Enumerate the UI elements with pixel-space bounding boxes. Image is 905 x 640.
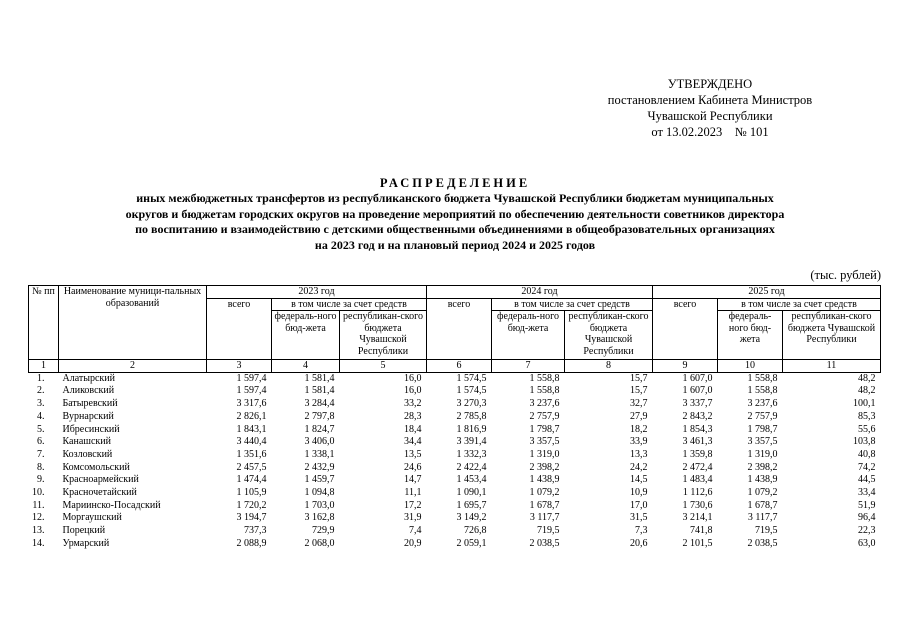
amount-cell: 14,5	[630, 474, 648, 486]
amount-cell: 11,1	[404, 486, 422, 498]
amount-cell: 2 785,8	[456, 410, 487, 422]
amount-cell: 13,3	[630, 448, 648, 460]
approval-republic: Чувашской Республики	[647, 109, 773, 123]
amount-cell: 103,8	[853, 436, 876, 448]
amount-cell: 1 112,6	[682, 486, 713, 498]
amount-cell: 2 422,4	[456, 461, 487, 473]
amount-cell: 2 843,2	[682, 410, 713, 422]
header-federal: федераль-ного бюд-жета	[718, 311, 783, 360]
column-number: 1	[29, 360, 59, 373]
subtitle-line: на 2023 год и на плановый период 2024 и 2025 годов	[314, 237, 596, 252]
municipality-name: Красноармейский	[62, 474, 139, 486]
amount-cell: 1 703,0	[304, 499, 335, 511]
amount-cell: 51,9	[858, 499, 876, 511]
amount-cell: 3 117,7	[747, 512, 778, 524]
amount-cell: 1 359,8	[682, 448, 713, 460]
table-row	[29, 385, 881, 398]
row-number: 7.	[37, 448, 45, 460]
amount-cell: 3 337,7	[682, 398, 713, 410]
amount-cell: 31,5	[630, 512, 648, 524]
amount-cell: 1 798,7	[747, 423, 778, 435]
municipality-name: Козловский	[62, 448, 113, 460]
amount-cell: 3 357,5	[529, 436, 560, 448]
subtitle-line: округов и бюджетам городских округов на проведение мероприятий по обеспечению деятельности советников директора	[125, 206, 785, 221]
amount-cell: 14,7	[404, 474, 422, 486]
amount-cell: 1 319,0	[529, 448, 560, 460]
amount-cell: 17,0	[630, 499, 648, 511]
row-number: 8.	[37, 461, 45, 473]
amount-cell: 1 453,4	[456, 474, 487, 486]
column-number: 7	[492, 360, 565, 373]
units-label: (тыс. рублей)	[810, 268, 881, 282]
municipality-name: Канашский	[62, 436, 111, 448]
table-row	[29, 449, 881, 462]
approval-decree: постановлением Кабинета Министров	[607, 93, 813, 107]
municipality-name: Аликовский	[62, 385, 115, 397]
row-number: 12.	[32, 512, 45, 524]
table-row	[29, 474, 881, 487]
document-title: РАСПРЕДЕЛЕНИЕ	[379, 176, 531, 190]
amount-cell: 3 440,4	[236, 436, 267, 448]
amount-cell: 2 457,5	[236, 461, 267, 473]
amount-cell: 44,5	[858, 474, 876, 486]
amount-cell: 1 438,9	[529, 474, 560, 486]
amount-cell: 3 214,1	[682, 512, 713, 524]
amount-cell: 729,9	[312, 525, 335, 537]
amount-cell: 1 459,7	[304, 474, 335, 486]
amount-cell: 2 101,5	[682, 537, 713, 549]
amount-cell: 1 597,4	[236, 385, 267, 397]
amount-cell: 22,3	[858, 525, 876, 537]
amount-cell: 16,0	[404, 385, 422, 397]
amount-cell: 100,1	[853, 398, 876, 410]
amount-cell: 741,8	[690, 525, 713, 537]
amount-cell: 1 351,6	[236, 448, 267, 460]
amount-cell: 27,9	[630, 410, 648, 422]
amount-cell: 3 406,0	[304, 436, 335, 448]
column-number: 2	[59, 360, 207, 373]
municipality-name: Мариинско-Посадский	[62, 499, 161, 511]
amount-cell: 2 757,9	[747, 410, 778, 422]
amount-cell: 17,2	[404, 499, 422, 511]
amount-cell: 1 079,2	[529, 486, 560, 498]
municipality-name: Красночетайский	[62, 486, 137, 498]
column-number: 9	[653, 360, 718, 373]
amount-cell: 33,9	[630, 436, 648, 448]
amount-cell: 1 581,4	[304, 372, 335, 384]
column-number: 10	[718, 360, 783, 373]
row-number: 14.	[32, 537, 45, 549]
amount-cell: 7,3	[635, 525, 648, 537]
municipality-name: Батыревский	[62, 398, 118, 410]
header-total: всего	[427, 298, 492, 360]
table-row	[29, 424, 881, 437]
amount-cell: 7,4	[409, 525, 422, 537]
amount-cell: 3 162,8	[304, 512, 335, 524]
amount-cell: 33,4	[858, 486, 876, 498]
column-number: 4	[272, 360, 340, 373]
approval-heading: УТВЕРЖДЕНО	[667, 77, 753, 91]
amount-cell: 1 730,6	[682, 499, 713, 511]
approval-date-number: от 13.02.2023 № 101	[651, 125, 769, 139]
table-row	[29, 487, 881, 500]
amount-cell: 1 090,1	[456, 486, 487, 498]
municipality-name: Порецкий	[62, 525, 106, 537]
amount-cell: 28,3	[404, 410, 422, 422]
municipality-name: Моргаушский	[62, 512, 122, 524]
amount-cell: 2 068,0	[304, 537, 335, 549]
amount-cell: 13,5	[404, 448, 422, 460]
amount-cell: 737,3	[244, 525, 267, 537]
row-number: 10.	[32, 486, 45, 498]
table-row	[29, 398, 881, 411]
header-total: всего	[207, 298, 272, 360]
amount-cell: 1 574,5	[456, 372, 487, 384]
row-number: 6.	[37, 436, 45, 448]
amount-cell: 40,8	[858, 448, 876, 460]
amount-cell: 1 079,2	[747, 486, 778, 498]
header-total: всего	[653, 298, 718, 360]
amount-cell: 1 816,9	[456, 423, 487, 435]
municipality-name: Ибресинский	[62, 423, 120, 435]
amount-cell: 1 854,3	[682, 423, 713, 435]
amount-cell: 1 678,7	[747, 499, 778, 511]
amount-cell: 1 843,1	[236, 423, 267, 435]
header-federal: федераль-ного бюд-жета	[272, 311, 340, 360]
amount-cell: 1 607,0	[682, 372, 713, 384]
amount-cell: 719,5	[755, 525, 778, 537]
header-including: в том числе за счет средств	[272, 298, 427, 311]
header-including: в том числе за счет средств	[492, 298, 653, 311]
table-row	[29, 525, 881, 538]
amount-cell: 3 117,7	[529, 512, 560, 524]
header-republic: республикан-ского бюджета Чувашской Республики	[340, 311, 427, 360]
amount-cell: 20,9	[404, 537, 422, 549]
amount-cell: 24,2	[630, 461, 648, 473]
amount-cell: 48,2	[858, 385, 876, 397]
amount-cell: 32,7	[630, 398, 648, 410]
amount-cell: 1 607,0	[682, 385, 713, 397]
amount-cell: 18,2	[630, 423, 648, 435]
amount-cell: 1 581,4	[304, 385, 335, 397]
row-number: 13.	[32, 525, 45, 537]
amount-cell: 3 284,4	[304, 398, 335, 410]
row-number: 5.	[37, 423, 45, 435]
header-row-years	[29, 286, 881, 299]
amount-cell: 33,2	[404, 398, 422, 410]
header-year-2023: 2023 год	[207, 286, 427, 299]
amount-cell: 2 398,2	[747, 461, 778, 473]
subtitle-line: иных межбюджетных трансфертов из республиканского бюджета Чувашской Республики бюджетам муниципальных	[136, 191, 774, 205]
row-number: 4.	[37, 410, 45, 422]
amount-cell: 1 798,7	[529, 423, 560, 435]
amount-cell: 1 558,8	[747, 385, 778, 397]
table-row	[29, 462, 881, 475]
amount-cell: 3 357,5	[747, 436, 778, 448]
row-number: 3.	[37, 398, 45, 410]
header-year-2024: 2024 год	[427, 286, 653, 299]
amount-cell: 1 558,8	[529, 385, 560, 397]
amount-cell: 15,7	[630, 372, 648, 384]
distribution-table	[28, 285, 881, 550]
amount-cell: 1 720,2	[236, 499, 267, 511]
municipality-name: Вурнарский	[62, 410, 114, 422]
row-number: 1.	[37, 372, 45, 384]
amount-cell: 1 474,4	[236, 474, 267, 486]
amount-cell: 2 038,5	[747, 537, 778, 549]
amount-cell: 3 237,6	[529, 398, 560, 410]
amount-cell: 3 237,6	[747, 398, 778, 410]
municipality-name: Комсомольский	[62, 461, 130, 473]
table-row	[29, 512, 881, 525]
header-including: в том числе за счет средств	[718, 298, 881, 311]
header-republic: республикан-ского бюджета Чувашской Республики	[783, 311, 881, 360]
column-number: 8	[565, 360, 653, 373]
column-number: 3	[207, 360, 272, 373]
amount-cell: 3 461,3	[682, 436, 713, 448]
header-year-2025: 2025 год	[653, 286, 881, 299]
amount-cell: 85,3	[858, 410, 876, 422]
amount-cell: 2 088,9	[236, 537, 267, 549]
amount-cell: 1 695,7	[456, 499, 487, 511]
amount-cell: 2 059,1	[456, 537, 487, 549]
table-body	[29, 372, 881, 550]
table-row	[29, 500, 881, 513]
table-row	[29, 538, 881, 551]
amount-cell: 1 483,4	[682, 474, 713, 486]
amount-cell: 24,6	[404, 461, 422, 473]
row-number: 2.	[37, 385, 45, 397]
amount-cell: 3 391,4	[456, 436, 487, 448]
table-row	[29, 436, 881, 449]
amount-cell: 1 338,1	[304, 448, 335, 460]
amount-cell: 55,6	[858, 423, 876, 435]
municipality-name: Урмарский	[62, 537, 110, 549]
amount-cell: 726,8	[464, 525, 487, 537]
amount-cell: 1 332,3	[456, 448, 487, 460]
subtitle-line: по воспитанию и взаимодействию с детскими общественными объединениями в общеобразовательных организациях	[135, 222, 775, 236]
amount-cell: 20,6	[630, 537, 648, 549]
amount-cell: 1 574,5	[456, 385, 487, 397]
amount-cell: 2 797,8	[304, 410, 335, 422]
row-number: 11.	[32, 499, 45, 511]
amount-cell: 3 149,2	[456, 512, 487, 524]
amount-cell: 1 558,8	[529, 372, 560, 384]
table-row	[29, 411, 881, 424]
amount-cell: 719,5	[537, 525, 560, 537]
amount-cell: 31,9	[404, 512, 422, 524]
amount-cell: 2 472,4	[682, 461, 713, 473]
amount-cell: 1 824,7	[304, 423, 335, 435]
amount-cell: 96,4	[858, 512, 876, 524]
column-number: 5	[340, 360, 427, 373]
document-subtitle	[60, 191, 850, 253]
amount-cell: 1 105,9	[236, 486, 267, 498]
row-number: 9.	[37, 474, 45, 486]
header-municipality: Наименование муници-пальных образований	[59, 286, 207, 360]
municipality-name: Алатырский	[62, 372, 115, 384]
amount-cell: 15,7	[630, 385, 648, 397]
amount-cell: 74,2	[858, 461, 876, 473]
amount-cell: 2 757,9	[529, 410, 560, 422]
amount-cell: 3 317,6	[236, 398, 267, 410]
amount-cell: 1 558,8	[747, 372, 778, 384]
amount-cell: 63,0	[858, 537, 876, 549]
amount-cell: 34,4	[404, 436, 422, 448]
amount-cell: 1 597,4	[236, 372, 267, 384]
amount-cell: 3 194,7	[236, 512, 267, 524]
amount-cell: 1 678,7	[529, 499, 560, 511]
column-number-row	[29, 360, 881, 373]
amount-cell: 1 094,8	[304, 486, 335, 498]
amount-cell: 48,2	[858, 372, 876, 384]
amount-cell: 2 038,5	[529, 537, 560, 549]
column-number: 6	[427, 360, 492, 373]
amount-cell: 1 319,0	[747, 448, 778, 460]
amount-cell: 18,4	[404, 423, 422, 435]
amount-cell: 2 432,9	[304, 461, 335, 473]
table-row	[29, 372, 881, 385]
amount-cell: 2 826,1	[236, 410, 267, 422]
amount-cell: 10,9	[630, 486, 648, 498]
header-number: № пп	[29, 286, 59, 360]
amount-cell: 1 438,9	[747, 474, 778, 486]
amount-cell: 2 398,2	[529, 461, 560, 473]
header-republic: республикан-ского бюджета Чувашской Республики	[565, 311, 653, 360]
approval-block	[560, 76, 860, 140]
header-federal: федераль-ного бюд-жета	[492, 311, 565, 360]
column-number: 11	[783, 360, 881, 373]
amount-cell: 16,0	[404, 372, 422, 384]
amount-cell: 3 270,3	[456, 398, 487, 410]
